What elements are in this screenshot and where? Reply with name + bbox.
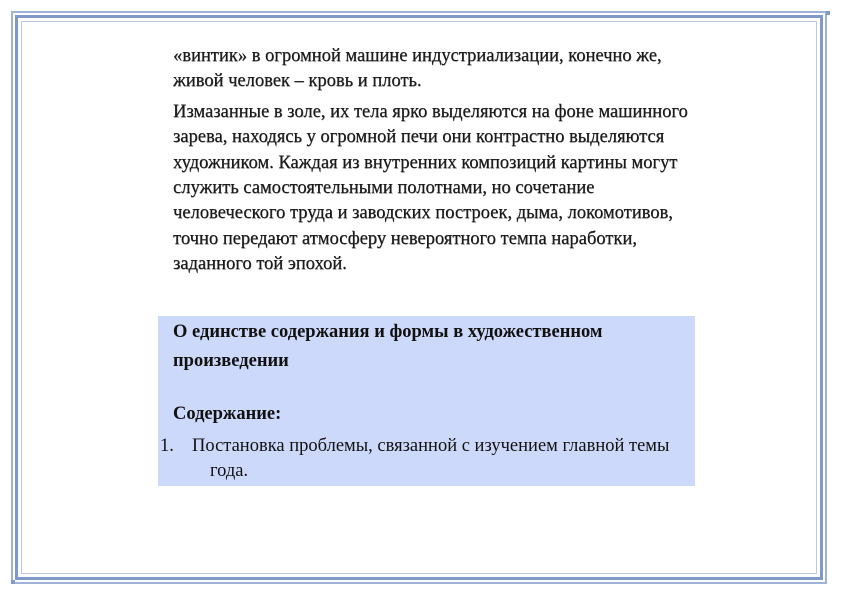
- frame-corner-ornament: [826, 11, 830, 15]
- contents-label: Содержание:: [173, 404, 282, 424]
- body-paragraph: Измазанные в золе, их тела ярко выделяются на фоне машинного зарева, находясь у огромной печи они контрастно выделяются художником. Каждая из внутренних композиций картины могут служить самостоятельными полотнами, но сочетание человеческого труда и заводских построек, дыма, локомотивов, точно передают атмосферу невероятного темпа наработки, заданного той эпохой.: [173, 101, 688, 275]
- body-text: [173, 44, 703, 278]
- frame-corner-ornament: [11, 580, 15, 584]
- body-paragraph: «винтик» в огромной машине индустриализации, конечно же, живой человек – кровь и плоть.: [173, 46, 662, 92]
- list-item-number: 1.: [160, 436, 174, 456]
- list-item: [160, 434, 690, 485]
- list-item-text: Постановка проблемы, связанной с изучением главной темы года.: [192, 436, 670, 482]
- contents-list: [160, 434, 690, 485]
- section-heading: О единстве содержания и формы в художественном произведении: [173, 322, 603, 371]
